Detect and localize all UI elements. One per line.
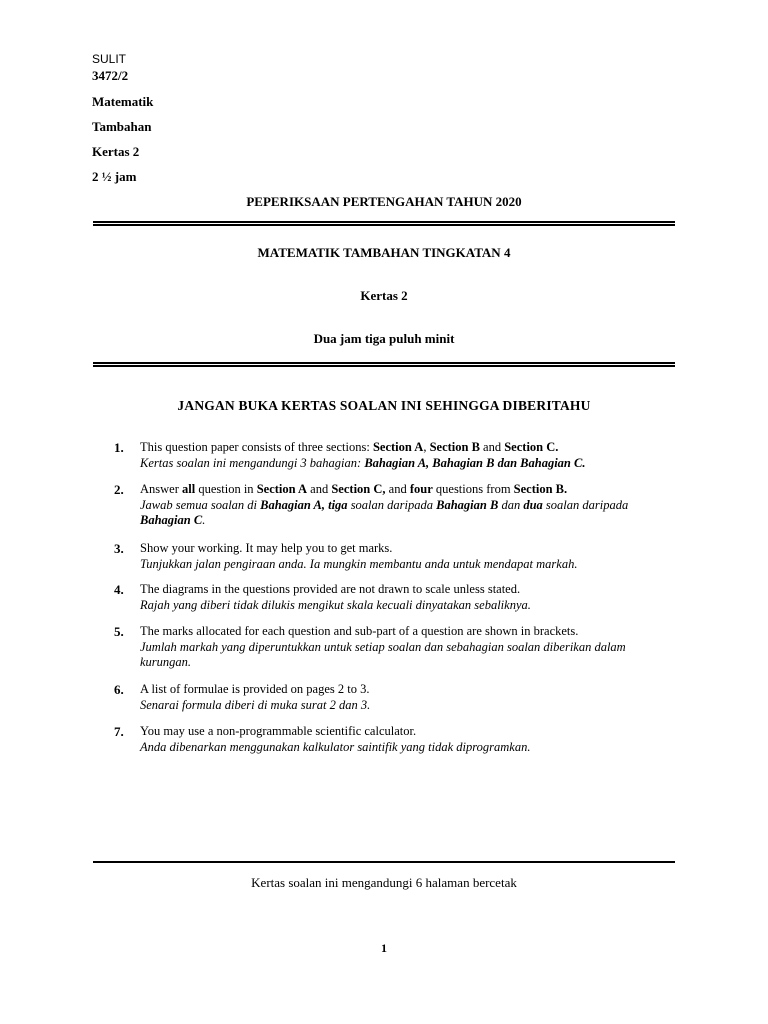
title-divider-top [93,221,675,226]
emphasis-text: Section B [429,440,480,454]
instruction-body [140,440,674,471]
emphasis-text: four [409,482,433,496]
text-run: question in [195,482,257,496]
subject-title: MATEMATIK TAMBAHAN TINGKATAN 4 [257,245,511,260]
subject-line-1: Matematik [92,94,154,109]
emphasis-text: Bahagian A, tiga [260,497,348,512]
text-run: Tunjukkan jalan pengiraan anda. Ia mungkin membantu anda untuk mendapat markah. [140,556,578,571]
text-run: Senarai formula diberi di muka surat 2 dan 3. [140,697,371,712]
instruction-item [114,582,674,613]
text-run: Show your working. It may help you to get marks. [140,541,393,555]
text-run: This question paper consists of three sections: [140,440,373,454]
footer-divider [93,861,675,863]
instruction-malay [140,498,674,529]
instruction-malay [140,557,674,573]
text-run: soalan daripada [542,497,629,512]
instruction-item [114,440,674,471]
instruction-number: 3. [114,541,124,556]
emphasis-text: Bahagian A, Bahagian B dan Bahagian C. [364,455,586,470]
exam-title: PEPERIKSAAN PERTENGAHAN TAHUN 2020 [246,194,522,209]
instruction-malay [140,640,674,671]
instruction-malay [140,598,674,614]
text-run: Anda dibenarkan menggunakan kalkulator saintifik yang tidak diprogramkan. [140,739,531,754]
instruction-number: 1. [114,440,124,455]
text-run: A list of formulae is provided on pages 2 to 3. [140,682,370,696]
instruction-malay [140,456,674,472]
time-allowed: Dua jam tiga puluh minit [313,331,455,346]
emphasis-text: Bahagian C [140,513,203,527]
text-run: Answer [140,482,183,496]
text-run: and [385,482,410,496]
duration-label: 2 ½ jam [92,169,137,184]
instruction-number: 4. [114,582,124,597]
instruction-number: 5. [114,624,124,639]
text-run: and [307,482,332,496]
instruction-number: 6. [114,682,124,697]
text-run: dan [498,497,524,512]
text-run: Kertas soalan ini mengandungi 3 bahagian: [140,455,365,470]
confidential-label: SULIT [92,52,127,66]
instruction-number: 2. [114,482,124,497]
instruction-english [140,724,674,740]
paper-title: Kertas 2 [360,288,408,303]
instruction-body [140,541,674,572]
page-number: 1 [381,941,387,955]
emphasis-text: Section C, [331,482,386,496]
instruction-english [140,541,674,557]
instruction-item [114,724,674,755]
text-run: Jawab semua soalan di [140,497,261,512]
instruction-english [140,482,674,498]
text-run: and [479,440,505,454]
instruction-body [140,682,674,713]
text-run: The diagrams in the questions provided are not drawn to scale unless stated. [140,582,521,596]
printed-pages-note: Kertas soalan ini mengandungi 6 halaman bercetak [251,875,517,890]
emphasis-text: Section C. [504,440,559,454]
instruction-english [140,682,674,698]
text-run: Jumlah markah yang diperuntukkan untuk setiap soalan dan sebahagian soalan diberikan dalam kurungan. [140,639,626,669]
text-run: soalan daripada [347,497,437,512]
instruction-english [140,582,674,598]
instruction-english [140,440,674,456]
emphasis-text: all [182,482,196,496]
paper-code: 3472/2 [92,68,129,83]
instruction-body [140,624,674,671]
emphasis-text: dua [523,497,543,512]
emphasis-text: Section B. [513,482,568,496]
instruction-body [140,482,674,529]
do-not-open-warning: JANGAN BUKA KERTAS SOALAN INI SEHINGGA DIBERITAHU [177,398,591,413]
instruction-body [140,724,674,755]
text-run: Rajah yang diberi tidak dilukis mengikut skala kecuali dinyatakan sebaliknya. [140,597,531,612]
emphasis-text: Bahagian B [436,497,499,512]
emphasis-text: Section A [372,440,424,454]
subject-line-2: Tambahan [92,119,152,134]
text-run: , [423,440,430,454]
text-run: You may use a non-programmable scientific calculator. [140,724,417,738]
text-run: questions from [432,482,514,496]
title-divider-bottom [93,362,675,367]
instruction-malay [140,698,674,714]
text-run: . [202,513,206,527]
emphasis-text: Section A [256,482,308,496]
paper-label: Kertas 2 [92,144,140,159]
instruction-item [114,682,674,713]
instruction-item [114,624,674,671]
instruction-english [140,624,674,640]
instruction-body [140,582,674,613]
instruction-item [114,541,674,572]
instruction-malay [140,740,674,756]
instruction-item [114,482,674,529]
text-run: The marks allocated for each question and sub-part of a question are shown in brackets. [140,624,579,638]
instruction-number: 7. [114,724,124,739]
